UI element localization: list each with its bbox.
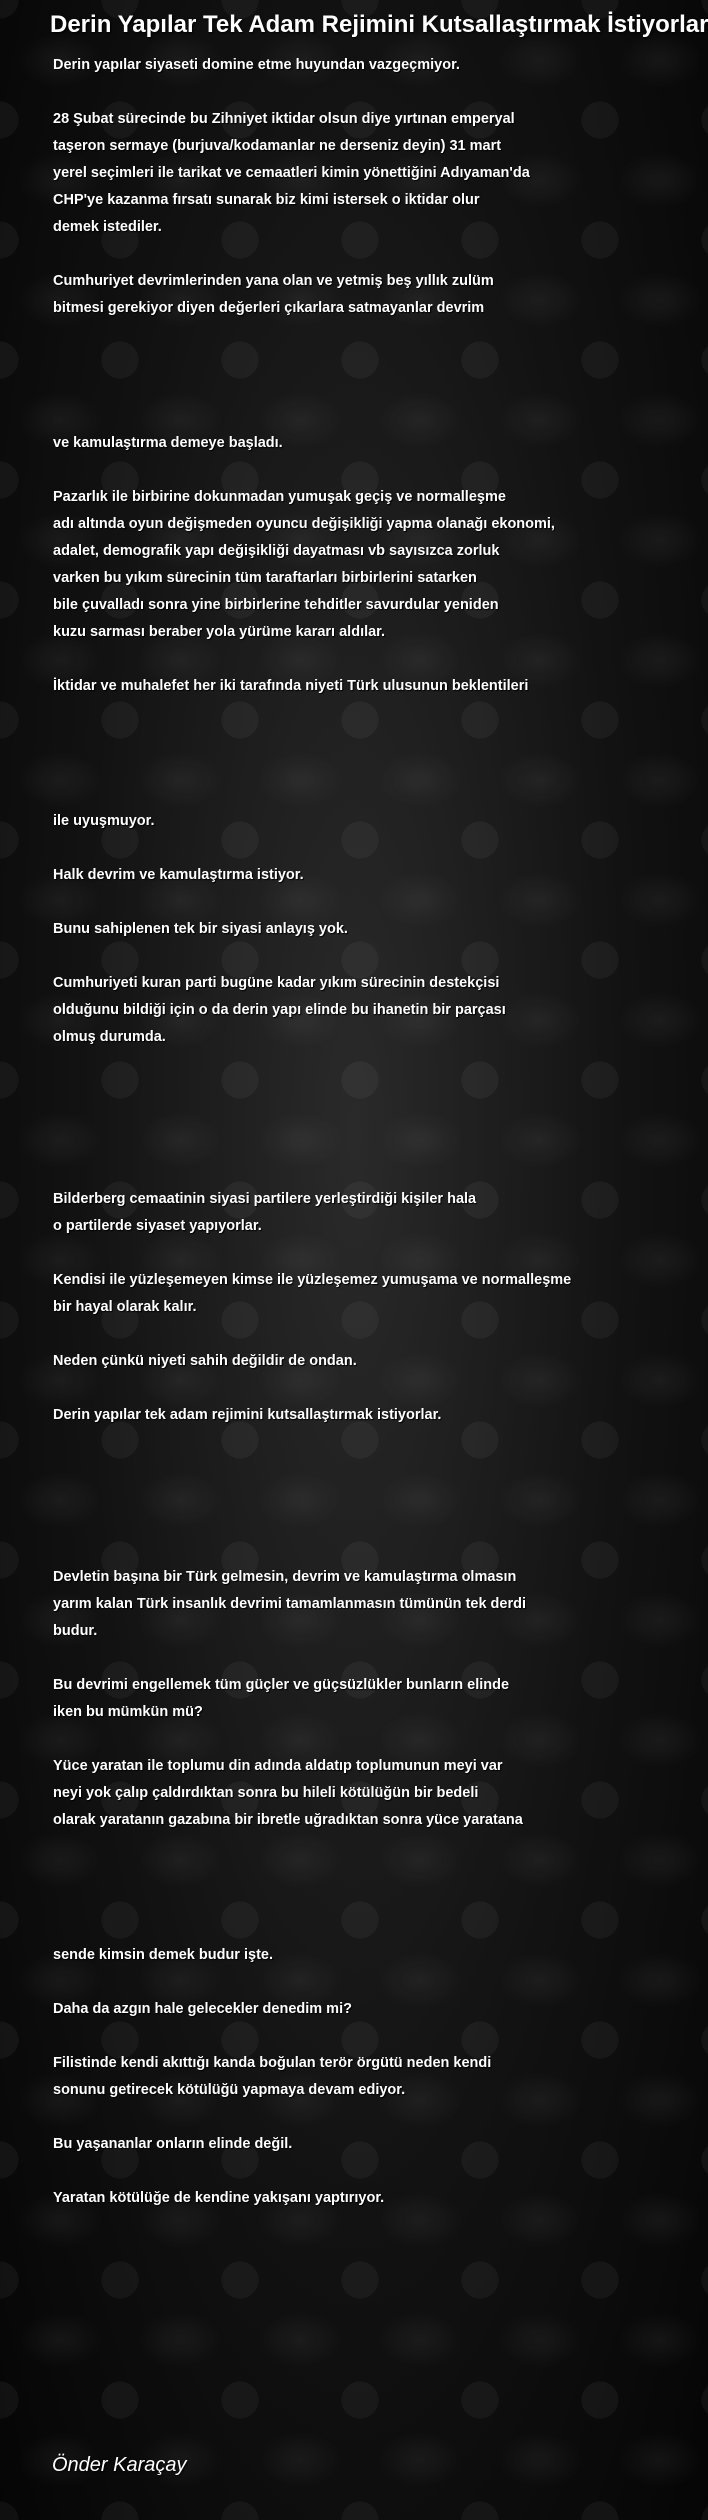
poem-line: Derin yapılar siyaseti domine etme huyundan vazgeçmiyor. <box>53 57 460 73</box>
stanza <box>53 52 640 79</box>
stanza-spacer <box>53 700 640 808</box>
stanza-spacer <box>53 79 640 106</box>
poem-body <box>53 52 640 2212</box>
stanza-spacer <box>53 2104 640 2131</box>
poem-line: Pazarlık ile birbirine dokunmadan yumuşak geçiş ve normalleşme <box>53 489 506 505</box>
stanza <box>53 1942 640 1969</box>
stanza <box>53 1564 640 1645</box>
poem-line: 28 Şubat sürecinde bu Zihniyet iktidar olsun diye yırtınan emperyal <box>53 111 515 127</box>
poem-line: Cumhuriyeti kuran parti bugüne kadar yıkım sürecinin destekçisi <box>53 975 500 991</box>
poem-line: neyi yok çalıp çaldırdıktan sonra bu hileli kötülüğün bir bedeli <box>53 1785 479 1801</box>
stanza <box>53 673 640 700</box>
poem-line: ile uyuşmuyor. <box>53 813 155 829</box>
poem-line: bitmesi gerekiyor diyen değerleri çıkarlara satmayanlar devrim <box>53 300 485 316</box>
stanza <box>53 1267 640 1321</box>
stanza <box>53 808 640 835</box>
poem-author: Önder Karaçay <box>52 2454 187 2476</box>
stanza-spacer <box>53 1969 640 1996</box>
stanza <box>53 1348 640 1375</box>
poem-line: adalet, demografik yapı değişikliği dayatması vb sayısızca zorluk <box>53 543 500 559</box>
poem-line: Devletin başına bir Türk gelmesin, devrim ve kamulaştırma olmasın <box>53 1569 517 1585</box>
poem-line: ve kamulaştırma demeye başladı. <box>53 435 283 451</box>
stanza <box>53 1753 640 1834</box>
stanza-spacer <box>53 2158 640 2185</box>
stanza-spacer <box>53 1321 640 1348</box>
stanza-spacer <box>53 646 640 673</box>
poem-line: Yaratan kötülüğe de kendine yakışanı yaptırıyor. <box>53 2190 385 2206</box>
poem-line: Bunu sahiplenen tek bir siyasi anlayış yok. <box>53 921 348 937</box>
poem-line: Derin yapılar tek adam rejimini kutsallaştırmak istiyorlar. <box>53 1407 442 1423</box>
stanza-spacer <box>53 1834 640 1942</box>
poem-line: bile çuvalladı sonra yine birbirlerine tehditler savurdular yeniden <box>53 597 499 613</box>
stanza <box>53 1186 640 1240</box>
stanza <box>53 1996 640 2023</box>
stanza-spacer <box>53 322 640 430</box>
poem-line: Bilderberg cemaatinin siyasi partilere yerleştirdiği kişiler hala <box>53 1191 477 1207</box>
poem-line: Yüce yaratan ile toplumu din adında aldatıp toplumunun meyi var <box>53 1758 503 1774</box>
poem-line: sende kimsin demek budur işte. <box>53 1947 273 1963</box>
stanza <box>53 484 640 646</box>
stanza-spacer <box>53 241 640 268</box>
stanza <box>53 1672 640 1726</box>
stanza-spacer <box>53 1726 640 1753</box>
stanza-spacer <box>53 1645 640 1672</box>
poem-line: o partilerde siyaset yapıyorlar. <box>53 1218 262 1234</box>
poem-line: yerel seçimleri ile tarikat ve cemaatleri kimin yönettiğini Adıyaman'da <box>53 165 530 181</box>
poem-line: budur. <box>53 1623 98 1639</box>
stanza <box>53 1402 640 1429</box>
poem-line: taşeron sermaye (burjuva/kodamanlar ne derseniz deyin) 31 mart <box>53 138 502 154</box>
stanza-spacer <box>53 1051 640 1186</box>
stanza-spacer <box>53 457 640 484</box>
stanza <box>53 916 640 943</box>
stanza-spacer <box>53 2023 640 2050</box>
stanza <box>53 970 640 1051</box>
stanza-spacer <box>53 1375 640 1402</box>
stanza <box>53 106 640 241</box>
poem-line: İktidar ve muhalefet her iki tarafında niyeti Türk ulusunun beklentileri <box>53 678 529 694</box>
stanza <box>53 430 640 457</box>
poem-line: Neden çünkü niyeti sahih değildir de ondan. <box>53 1353 357 1369</box>
poem-line: olarak yaratanın gazabına bir ibretle uğradıktan sonra yüce yaratana <box>53 1812 523 1828</box>
poem-line: Halk devrim ve kamulaştırma istiyor. <box>53 867 304 883</box>
poem-line: olduğunu bildiği için o da derin yapı elinde bu ihanetin bir parçası <box>53 1002 506 1018</box>
stanza-spacer <box>53 943 640 970</box>
poem-title: Derin Yapılar Tek Adam Rejimini Kutsallaştırmak İstiyorlar <box>50 11 708 38</box>
poem-line: demek istediler. <box>53 219 162 235</box>
poem-line: adı altında oyun değişmeden oyuncu değişikliği yapma olanağı ekonomi, <box>53 516 555 532</box>
poem-line: yarım kalan Türk insanlık devrimi tamamlanmasın tümünün tek derdi <box>53 1596 527 1612</box>
stanza <box>53 268 640 322</box>
poem-line: varken bu yıkım sürecinin tüm taraftarları birbirlerini satarken <box>53 570 477 586</box>
stanza <box>53 2131 640 2158</box>
poem-line: Filistinde kendi akıttığı kanda boğulan terör örgütü neden kendi <box>53 2055 492 2071</box>
stanza-spacer <box>53 835 640 862</box>
stanza-spacer <box>53 1429 640 1564</box>
poem-line: Kendisi ile yüzleşemeyen kimse ile yüzleşemez yumuşama ve normalleşme <box>53 1272 572 1288</box>
poem-line: iken bu mümkün mü? <box>53 1704 203 1720</box>
poem-line: sonunu getirecek kötülüğü yapmaya devam ediyor. <box>53 2082 406 2098</box>
poem-line: Daha da azgın hale gelecekler denedim mi? <box>53 2001 352 2017</box>
poem-line: kuzu sarması beraber yola yürüme kararı aldılar. <box>53 624 386 640</box>
stanza <box>53 862 640 889</box>
stanza <box>53 2050 640 2104</box>
stanza-spacer <box>53 1240 640 1267</box>
poem-line: olmuş durumda. <box>53 1029 166 1045</box>
poem-line: bir hayal olarak kalır. <box>53 1299 197 1315</box>
poem-line: CHP'ye kazanma fırsatı sunarak biz kimi istersek o iktidar olur <box>53 192 480 208</box>
poem-line: Bu devrimi engellemek tüm güçler ve güçsüzlükler bunların elinde <box>53 1677 510 1693</box>
poem-line: Bu yaşananlar onların elinde değil. <box>53 2136 293 2152</box>
poem-line: Cumhuriyet devrimlerinden yana olan ve yetmiş beş yıllık zulüm <box>53 273 494 289</box>
stanza <box>53 2185 640 2212</box>
stanza-spacer <box>53 889 640 916</box>
